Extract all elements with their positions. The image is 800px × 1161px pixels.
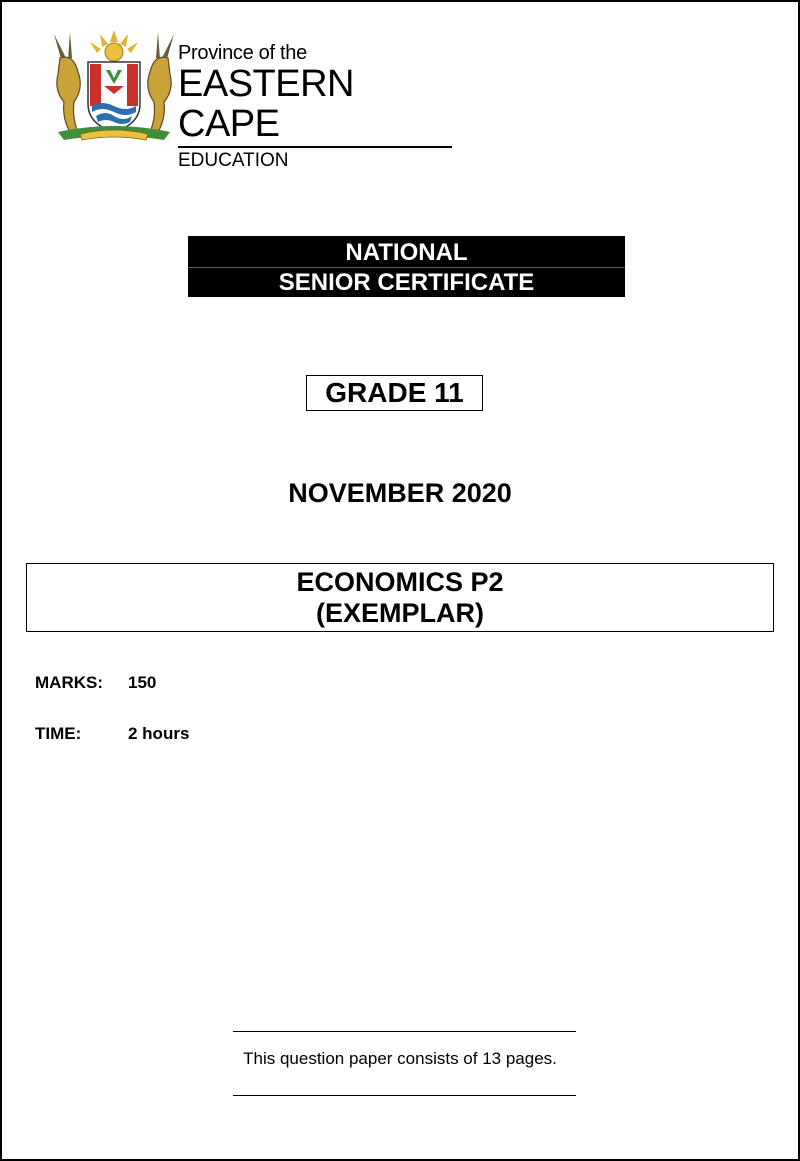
logo-text-block (178, 42, 464, 172)
subject-exemplar: (EXEMPLAR) (316, 598, 484, 628)
logo-education-text: EDUCATION (178, 150, 289, 171)
marks-label: MARKS: (35, 673, 103, 692)
coat-of-arms-icon (44, 28, 184, 146)
time-row (35, 724, 189, 744)
subject-box (26, 563, 774, 632)
logo-province-text: Province of the (178, 42, 307, 64)
page-count-note: This question paper consists of 13 pages. (243, 1049, 557, 1068)
banner-line-senior-certificate: SENIOR CERTIFICATE (278, 269, 535, 296)
footer-top-rule (233, 1031, 576, 1032)
eastern-cape-logo (44, 28, 464, 171)
logo-eastern-cape-text: EASTERN CAPE (178, 63, 354, 145)
grade-box: GRADE 11 (306, 375, 483, 411)
time-value: 2 hours (128, 724, 190, 743)
marks-row (35, 673, 156, 693)
banner-line-national: NATIONAL (345, 239, 468, 266)
logo-divider (178, 146, 452, 148)
footer-bottom-rule (233, 1095, 576, 1096)
subject-title: ECONOMICS P2 (296, 567, 504, 597)
marks-value: 150 (128, 673, 157, 692)
exam-date: NOVEMBER 2020 (288, 478, 512, 508)
certificate-banner (188, 236, 625, 297)
time-label: TIME: (35, 724, 82, 743)
